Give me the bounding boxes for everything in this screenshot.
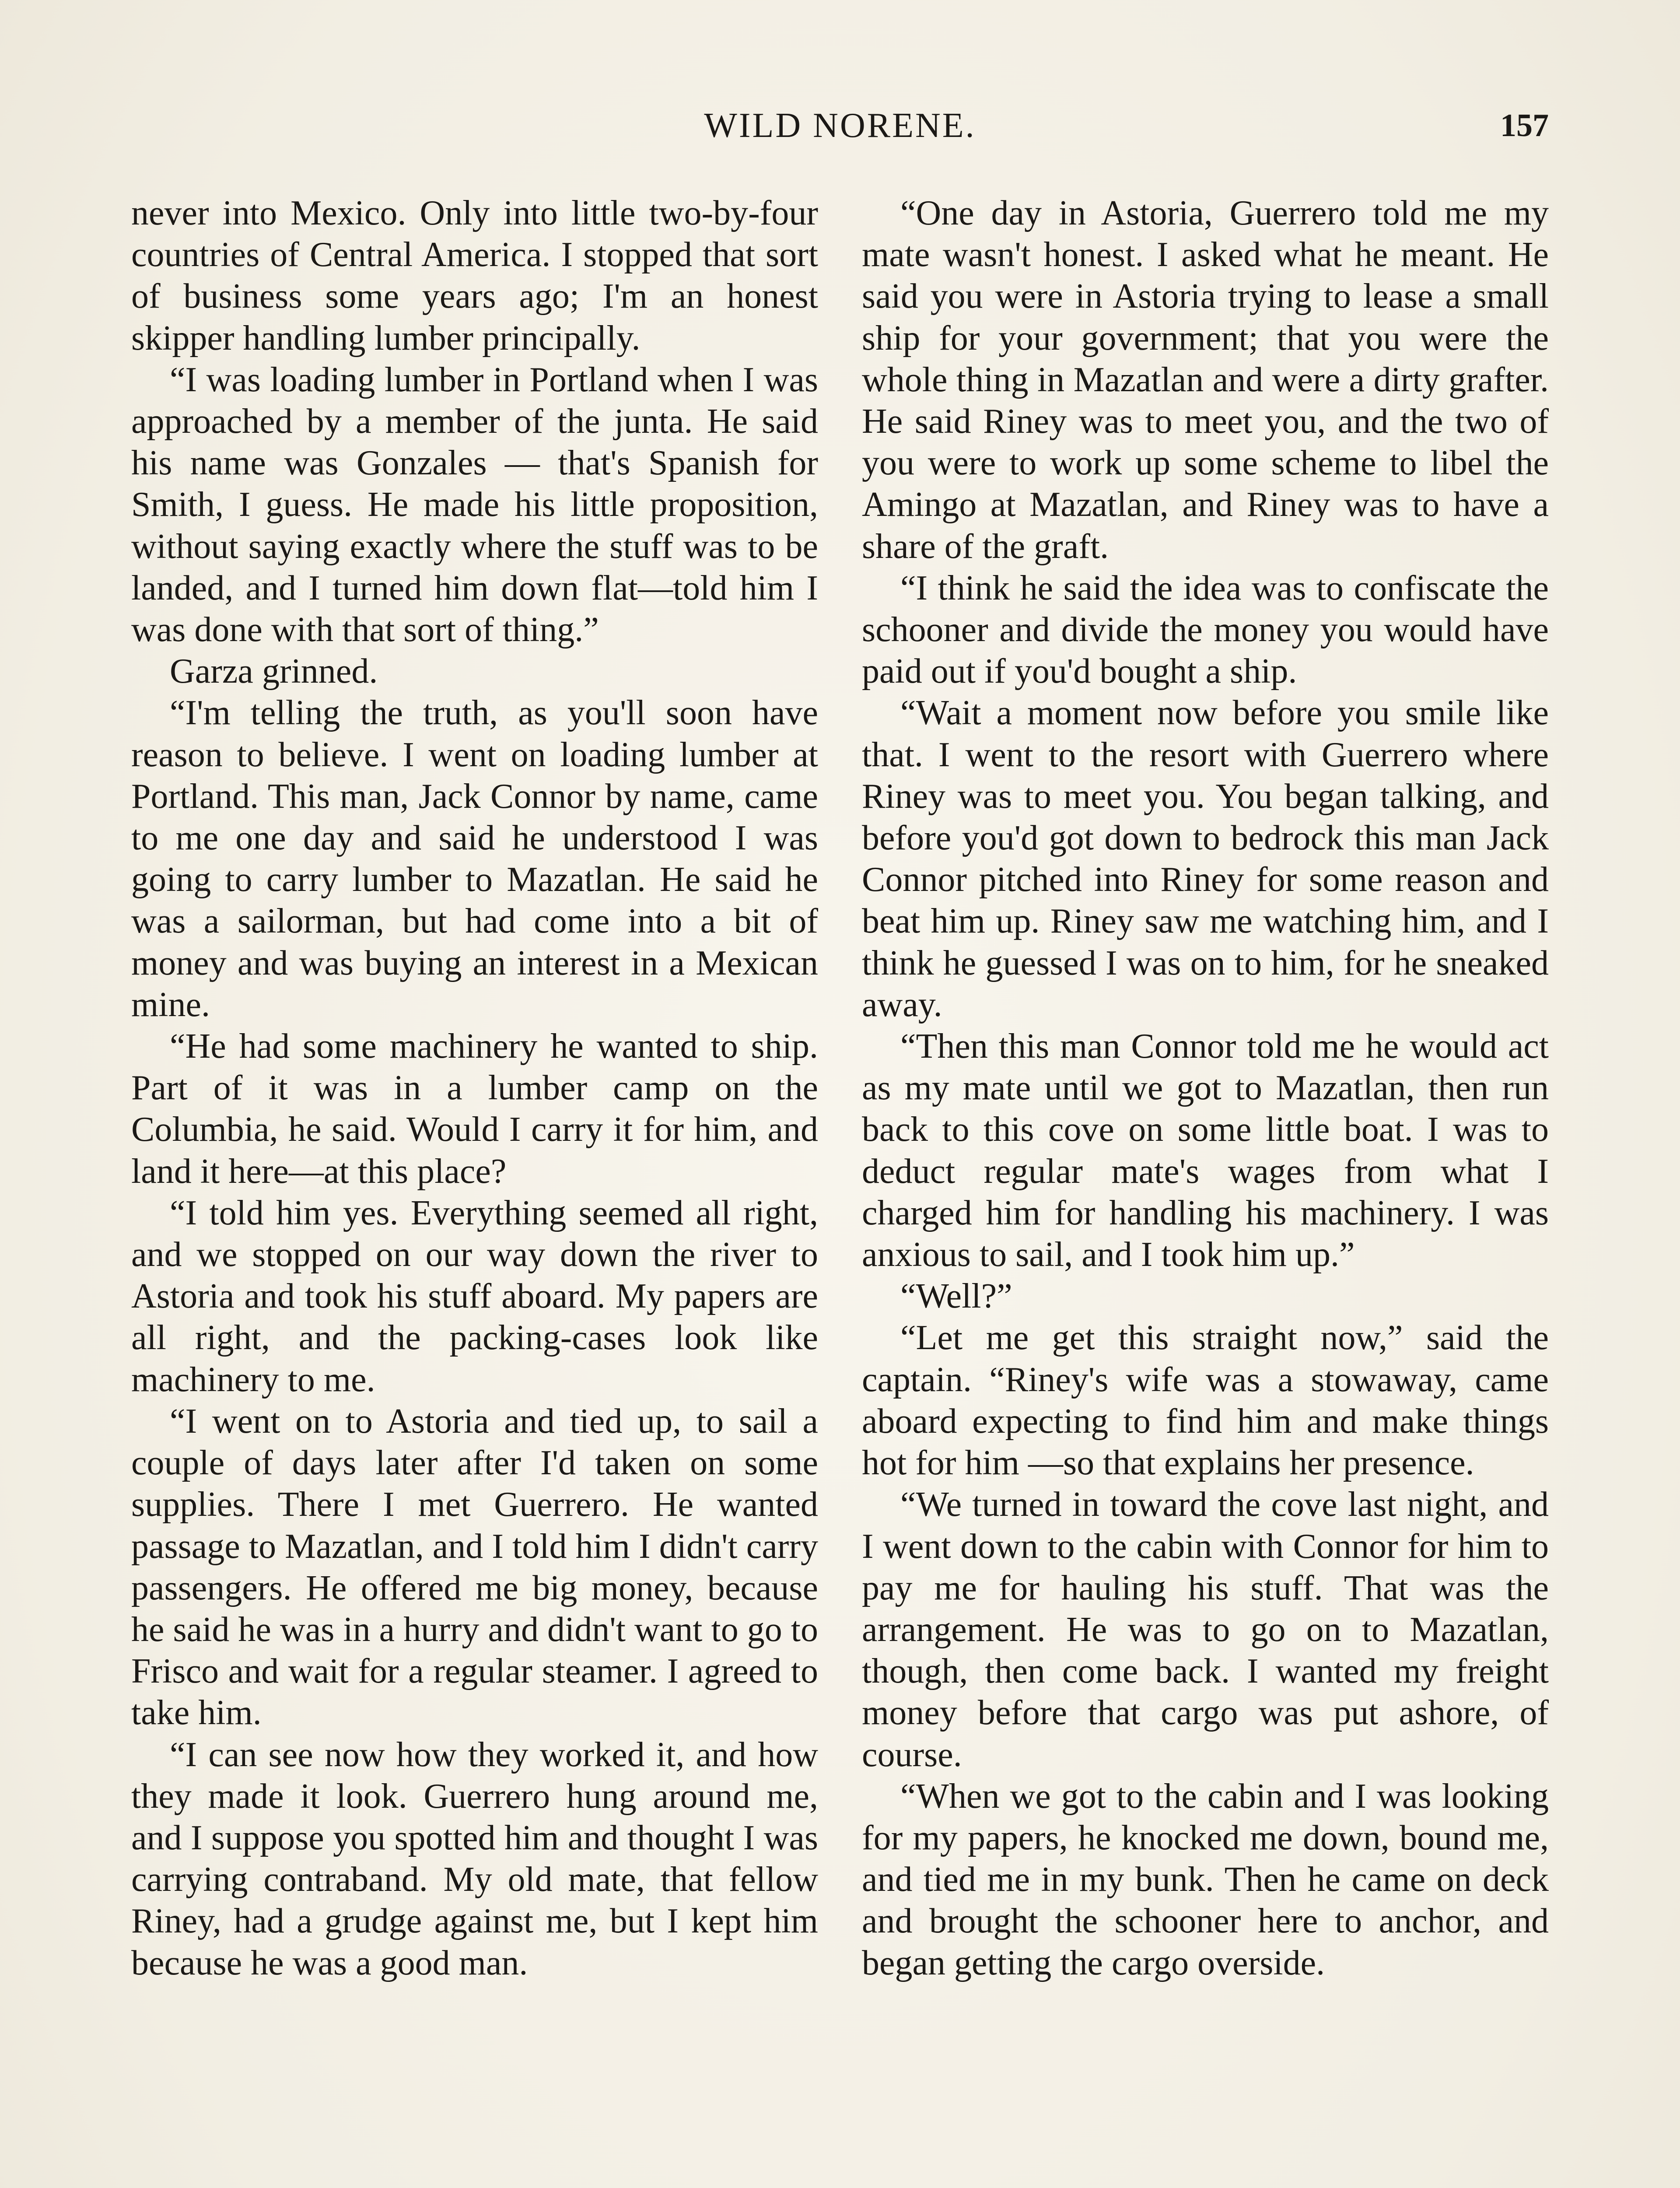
paragraph: “I'm telling the truth, as you'll soon have reason to believe. I went on loading lumber at Portland. This man, Jack Connor by name, came to me one day and said he understood I was going to carry lumber to Mazatlan. He said he was a sailorman, but had come into a bit of money and was buying an interest in a Mexican mine.: [131, 694, 818, 1024]
paragraph: “One day in Astoria, Guerrero told me my mate wasn't honest. I asked what he meant. He said you were in Astoria trying to lease a small ship for your government; that you were the whole thing in Mazatlan and were a dirty grafter. He said Riney was to meet you, and the two of you were to work up some scheme to libel the Amingo at Mazatlan, and Riney was to have a share of the graft.: [862, 194, 1549, 566]
paragraph: “Wait a moment now before you smile like that. I went to the resort with Guerrero where Riney was to meet you. You began talking, and before you'd got down to bedrock this man Jack Connor pitched into Riney for some reason and beat him up. Riney saw me watching him, and I think he guessed I was on to him, for he sneaked away.: [862, 694, 1549, 1024]
paragraph: “I think he said the idea was to confiscate the schooner and divide the money you would have paid out if you'd bought a ship.: [862, 568, 1549, 691]
running-title: WILD NORENE.: [704, 106, 976, 145]
paragraph: “Well?”: [900, 1277, 1012, 1316]
running-head: [131, 102, 1549, 150]
paragraph: “I can see now how they worked it, and how they made it look. Guerrero hung around me, and I suppose you spotted him and thought I was carrying contraband. My old mate, that fellow Riney, had a grudge against me, but I kept him because he was a good man.: [131, 1735, 818, 1982]
paragraph: “I was loading lumber in Portland when I was approached by a member of the junta. He said his name was Gonzales — that's Spanish for Smith, I guess. He made his little proposition, without saying exactly where the stuff was to be landed, and I turned him down flat—told him I was done with that sort of thing.”: [131, 360, 818, 649]
paragraph: “We turned in toward the cove last night, and I went down to the cabin with Connor for him to pay me for hauling his stuff. That was the arrangement. He was to go on to Mazatlan, though, then come back. I wanted my freight money before that cargo was put ashore, of course.: [862, 1485, 1549, 1774]
page-number: 157: [1500, 108, 1549, 144]
paragraph: never into Mexico. Only into little two-by-four countries of Central America. I stopped that sort of business some years ago; I'm an honest skipper handling lumber principally.: [131, 194, 818, 358]
paragraph: “I went on to Astoria and tied up, to sail a couple of days later after I'd taken on some supplies. There I met Guerrero. He wanted passage to Mazatlan, and I told him I didn't carry passengers. He offered me big money, because he said he was in a hurry and didn't want to go to Frisco and wait for a regular steamer. I agreed to take him.: [131, 1402, 818, 1732]
left-column: [131, 193, 818, 1984]
paragraph: “Let me get this straight now,” said the captain. “Riney's wife was a stowaway, came aboard expecting to find him and make things hot for him —so that explains her presence.: [862, 1318, 1549, 1483]
right-column: [862, 193, 1549, 1984]
paragraph: “I told him yes. Everything seemed all right, and we stopped on our way down the river to Astoria and took his stuff aboard. My papers are all right, and the packing-cases look like machinery to me.: [131, 1193, 818, 1399]
paragraph: “He had some machinery he wanted to ship. Part of it was in a lumber camp on the Columbia, he said. Would I carry it for him, and land it here—at this place?: [131, 1027, 818, 1191]
paragraph: “When we got to the cabin and I was looking for my papers, he knocked me down, bound me, and tied me in my bunk. Then he came on deck and brought the schooner here to anchor, and began getting the cargo overside.: [862, 1777, 1549, 1982]
paragraph: Garza grinned.: [170, 652, 378, 691]
paragraph: “Then this man Connor told me he would act as my mate until we got to Mazatlan, then run back to this cove on some little boat. I was to deduct regular mate's wages from what I charged him for handling his machinery. I was anxious to sail, and I took him up.”: [862, 1027, 1549, 1274]
